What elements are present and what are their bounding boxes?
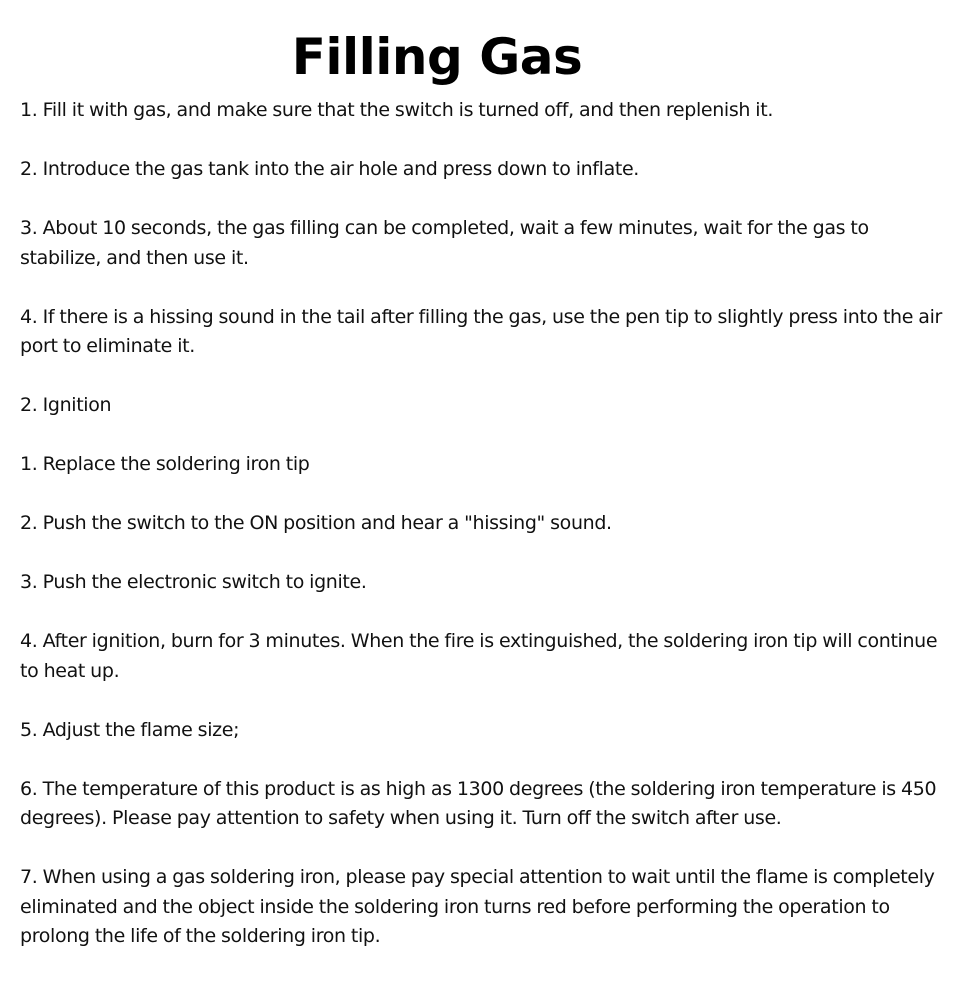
- instructions-body: [20, 96, 942, 981]
- paragraph-fill-gas-2: 2. Introduce the gas tank into the air hole and press down to inflate.: [20, 158, 639, 180]
- paragraph-fill-gas-1: 1. Fill it with gas, and make sure that the switch is turned off, and then replenish it.: [20, 99, 774, 121]
- paragraph-fill-gas-4: 4. If there is a hissing sound in the tail after filling the gas, use the pen tip to slightly press into the air port to eliminate it.: [20, 305, 942, 357]
- paragraph-fill-gas-3: 3. About 10 seconds, the gas filling can be completed, wait a few minutes, wait for the gas to stabilize, and then use it.: [20, 217, 869, 269]
- paragraph-ignition-7: 7. When using a gas soldering iron, please pay special attention to wait until the flame is completely eliminated and the object inside the soldering iron turns red before performing the operation to prolong the life of the soldering iron tip.: [20, 866, 935, 947]
- paragraph-ignition-2: 2. Push the switch to the ON position and hear a "hissing" sound.: [20, 512, 612, 534]
- paragraph-ignition-1: 1. Replace the soldering iron tip: [20, 453, 310, 475]
- paragraph-ignition-6: 6. The temperature of this product is as high as 1300 degrees (the soldering iron temperature is 450 degrees). Please pay attention to safety when using it. Turn off the switch after use.: [20, 777, 937, 829]
- page-title: Filling Gas: [291, 28, 583, 86]
- section-heading-ignition: 2. Ignition: [20, 394, 112, 416]
- paragraph-ignition-5: 5. Adjust the flame size;: [20, 718, 240, 741]
- paragraph-ignition-3: 3. Push the electronic switch to ignite.: [20, 571, 367, 593]
- paragraph-ignition-4: 4. After ignition, burn for 3 minutes. When the fire is extinguished, the soldering iron tip will continue to heat up.: [20, 630, 938, 682]
